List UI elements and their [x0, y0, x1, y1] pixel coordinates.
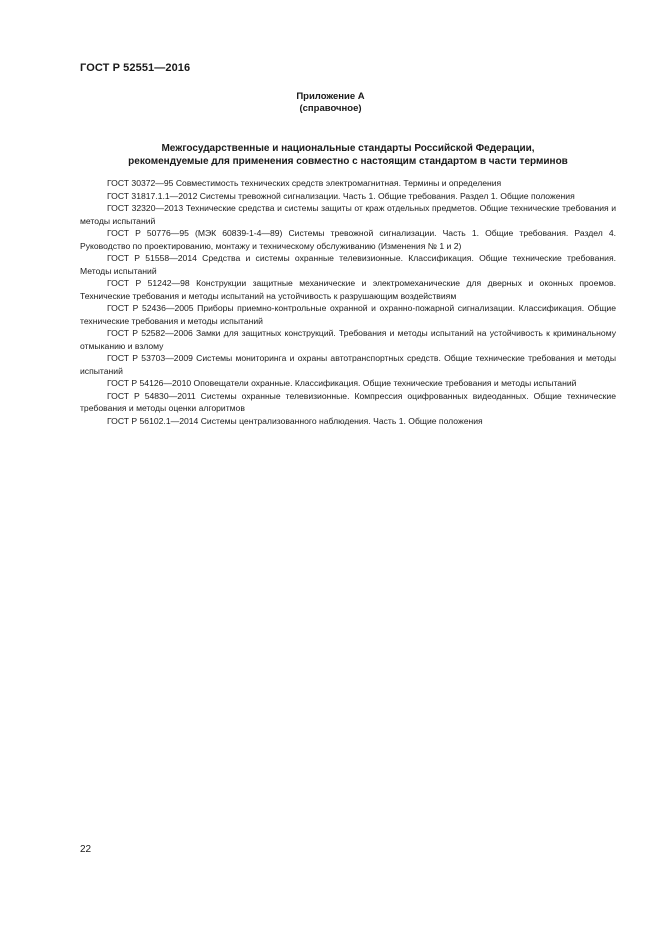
document-header-code: ГОСТ Р 52551—2016: [80, 62, 191, 74]
section-title-line-1: Межгосударственные и национальные стандарты Российской Федерации,: [161, 143, 535, 154]
appendix-title: Приложение А: [296, 91, 365, 102]
reference-item: ГОСТ Р 52436—2005 Приборы приемно-контрольные охранной и охранно-пожарной сигнализации. Классификация. Общие технические требования и методы испытаний: [80, 303, 616, 326]
reference-item: ГОСТ Р 54830—2011 Системы охранные телевизионные. Компрессия оцифрованных видеоданных. Общие технические требования и методы оценки алгоритмов: [80, 390, 616, 413]
section-title: [80, 142, 616, 168]
reference-list: [80, 177, 616, 427]
reference-item: ГОСТ 31817.1.1—2012 Системы тревожной сигнализации. Часть 1. Общие требования. Раздел 1. Общие положения: [107, 190, 575, 201]
reference-item: ГОСТ Р 54126—2010 Оповещатели охранные. Классификация. Общие технические требования и методы испытаний: [107, 378, 577, 388]
reference-item: ГОСТ Р 53703—2009 Системы мониторинга и охраны автотранспортных средств. Общие технические требования и методы испытаний: [80, 353, 616, 376]
reference-item: ГОСТ Р 56102.1—2014 Системы централизованного наблюдения. Часть 1. Общие положения: [107, 415, 483, 426]
reference-item: ГОСТ 32320—2013 Технические средства и системы защиты от краж отдельных предметов. Общие технические требования и методы испытаний: [80, 203, 616, 226]
section-title-line-2: рекомендуемые для применения совместно с настоящим стандартом в части терминов: [128, 156, 568, 167]
reference-item: ГОСТ Р 51558—2014 Средства и системы охранные телевизионные. Классификация. Общие технические требования. Методы испытаний: [80, 253, 616, 276]
reference-item: ГОСТ Р 52582—2006 Замки для защитных конструкций. Требования и методы испытаний на устойчивость к криминальному отмыканию и взлому: [80, 328, 616, 351]
appendix-subtitle: (справочное): [299, 103, 362, 114]
page-number: 22: [80, 844, 92, 855]
reference-item: ГОСТ 30372—95 Совместимость технических средств электромагнитная. Термины и определения: [107, 178, 502, 188]
reference-item: ГОСТ Р 51242—98 Конструкции защитные механические и электромеханические для дверных и оконных проемов. Технические требования и методы испытаний на устойчивость к разрушающим воздействиям: [80, 278, 616, 301]
reference-item: ГОСТ Р 50776—95 (МЭК 60839-1-4—89) Системы тревожной сигнализации. Часть 1. Общие требования. Раздел 4. Руководство по проектированию, монтажу и техническому обслуживанию (Изменения № 1 и 2): [80, 228, 616, 251]
